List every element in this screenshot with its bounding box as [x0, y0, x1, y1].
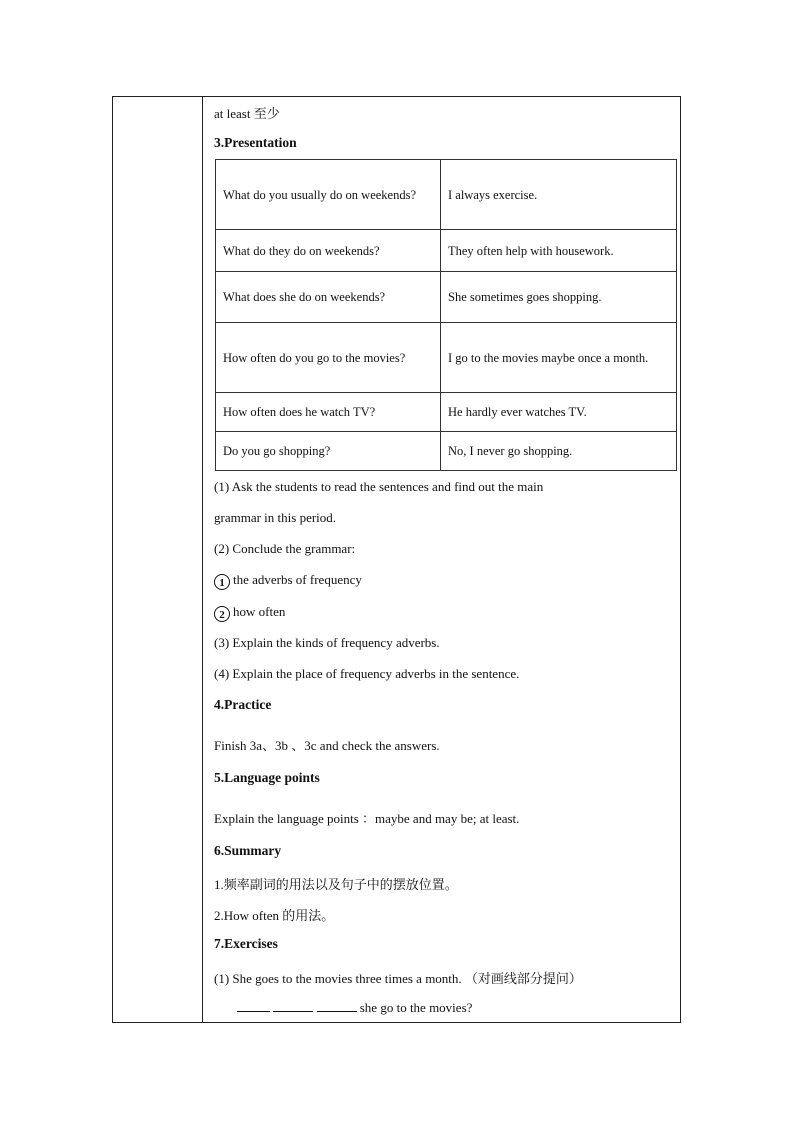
- answer-cell: No, I never go shopping.: [441, 432, 677, 471]
- grammar-point-1: [214, 572, 362, 590]
- practice-heading: 4.Practice: [214, 697, 272, 712]
- presentation-heading: 3.Presentation: [214, 135, 297, 150]
- summary-line-1: 1.频率副词的用法以及句子中的摆放位置。: [214, 877, 458, 892]
- language-points-heading: 5.Language points: [214, 770, 320, 785]
- left-column-cell: [113, 97, 203, 1022]
- grammar-point-1-text: the adverbs of frequency: [233, 572, 362, 587]
- answer-cell: She sometimes goes shopping.: [441, 272, 677, 323]
- summary-line-2: 2.How often 的用法。: [214, 908, 335, 923]
- question-cell: What do you usually do on weekends?: [216, 160, 441, 230]
- practice-text: Finish 3a、3b 、3c and check the answers.: [214, 738, 440, 753]
- step-2: (2) Conclude the grammar:: [214, 541, 356, 556]
- circled-number-2: 2: [214, 606, 230, 622]
- exercise-1-answer-line: [237, 999, 472, 1016]
- answer-cell: They often help with housework.: [441, 230, 677, 272]
- question-cell: What does she do on weekends?: [216, 272, 441, 323]
- exercise-1-answer-tail: she go to the movies?: [359, 1000, 473, 1015]
- answer-blank: [273, 999, 313, 1012]
- step-3: (3) Explain the kinds of frequency adverbs.: [214, 635, 440, 650]
- grammar-point-2: [214, 604, 285, 622]
- table-row: [216, 393, 677, 432]
- table-row: [216, 432, 677, 471]
- table-row: [216, 230, 677, 272]
- question-cell: What do they do on weekends?: [216, 230, 441, 272]
- presentation-table: [215, 159, 677, 471]
- answer-blank: [317, 999, 357, 1012]
- step-1-line-1: (1) Ask the students to read the sentences and find out the main: [214, 479, 544, 494]
- summary-heading: 6.Summary: [214, 843, 282, 858]
- question-cell: How often does he watch TV?: [216, 393, 441, 432]
- intro-line: at least 至少: [214, 106, 280, 121]
- exercise-1-question: (1) She goes to the movies three times a month. （对画线部分提问）: [214, 971, 582, 986]
- lesson-plan-table: [112, 96, 681, 1023]
- table-row: [216, 160, 677, 230]
- answer-cell: I always exercise.: [441, 160, 677, 230]
- answer-cell: He hardly ever watches TV.: [441, 393, 677, 432]
- exercises-heading: 7.Exercises: [214, 936, 278, 951]
- step-1-line-2: grammar in this period.: [214, 510, 337, 525]
- grammar-point-2-text: how often: [233, 604, 286, 619]
- circled-number-1: 1: [214, 574, 230, 590]
- question-cell: Do you go shopping?: [216, 432, 441, 471]
- answer-blank: [237, 999, 270, 1012]
- language-points-text: Explain the language points ：maybe and may be; at least.: [214, 811, 520, 826]
- table-row: [216, 272, 677, 323]
- table-row: [216, 323, 677, 393]
- question-cell: How often do you go to the movies?: [216, 323, 441, 393]
- step-4: (4) Explain the place of frequency adverbs in the sentence.: [214, 666, 520, 681]
- answer-cell: I go to the movies maybe once a month.: [441, 323, 677, 393]
